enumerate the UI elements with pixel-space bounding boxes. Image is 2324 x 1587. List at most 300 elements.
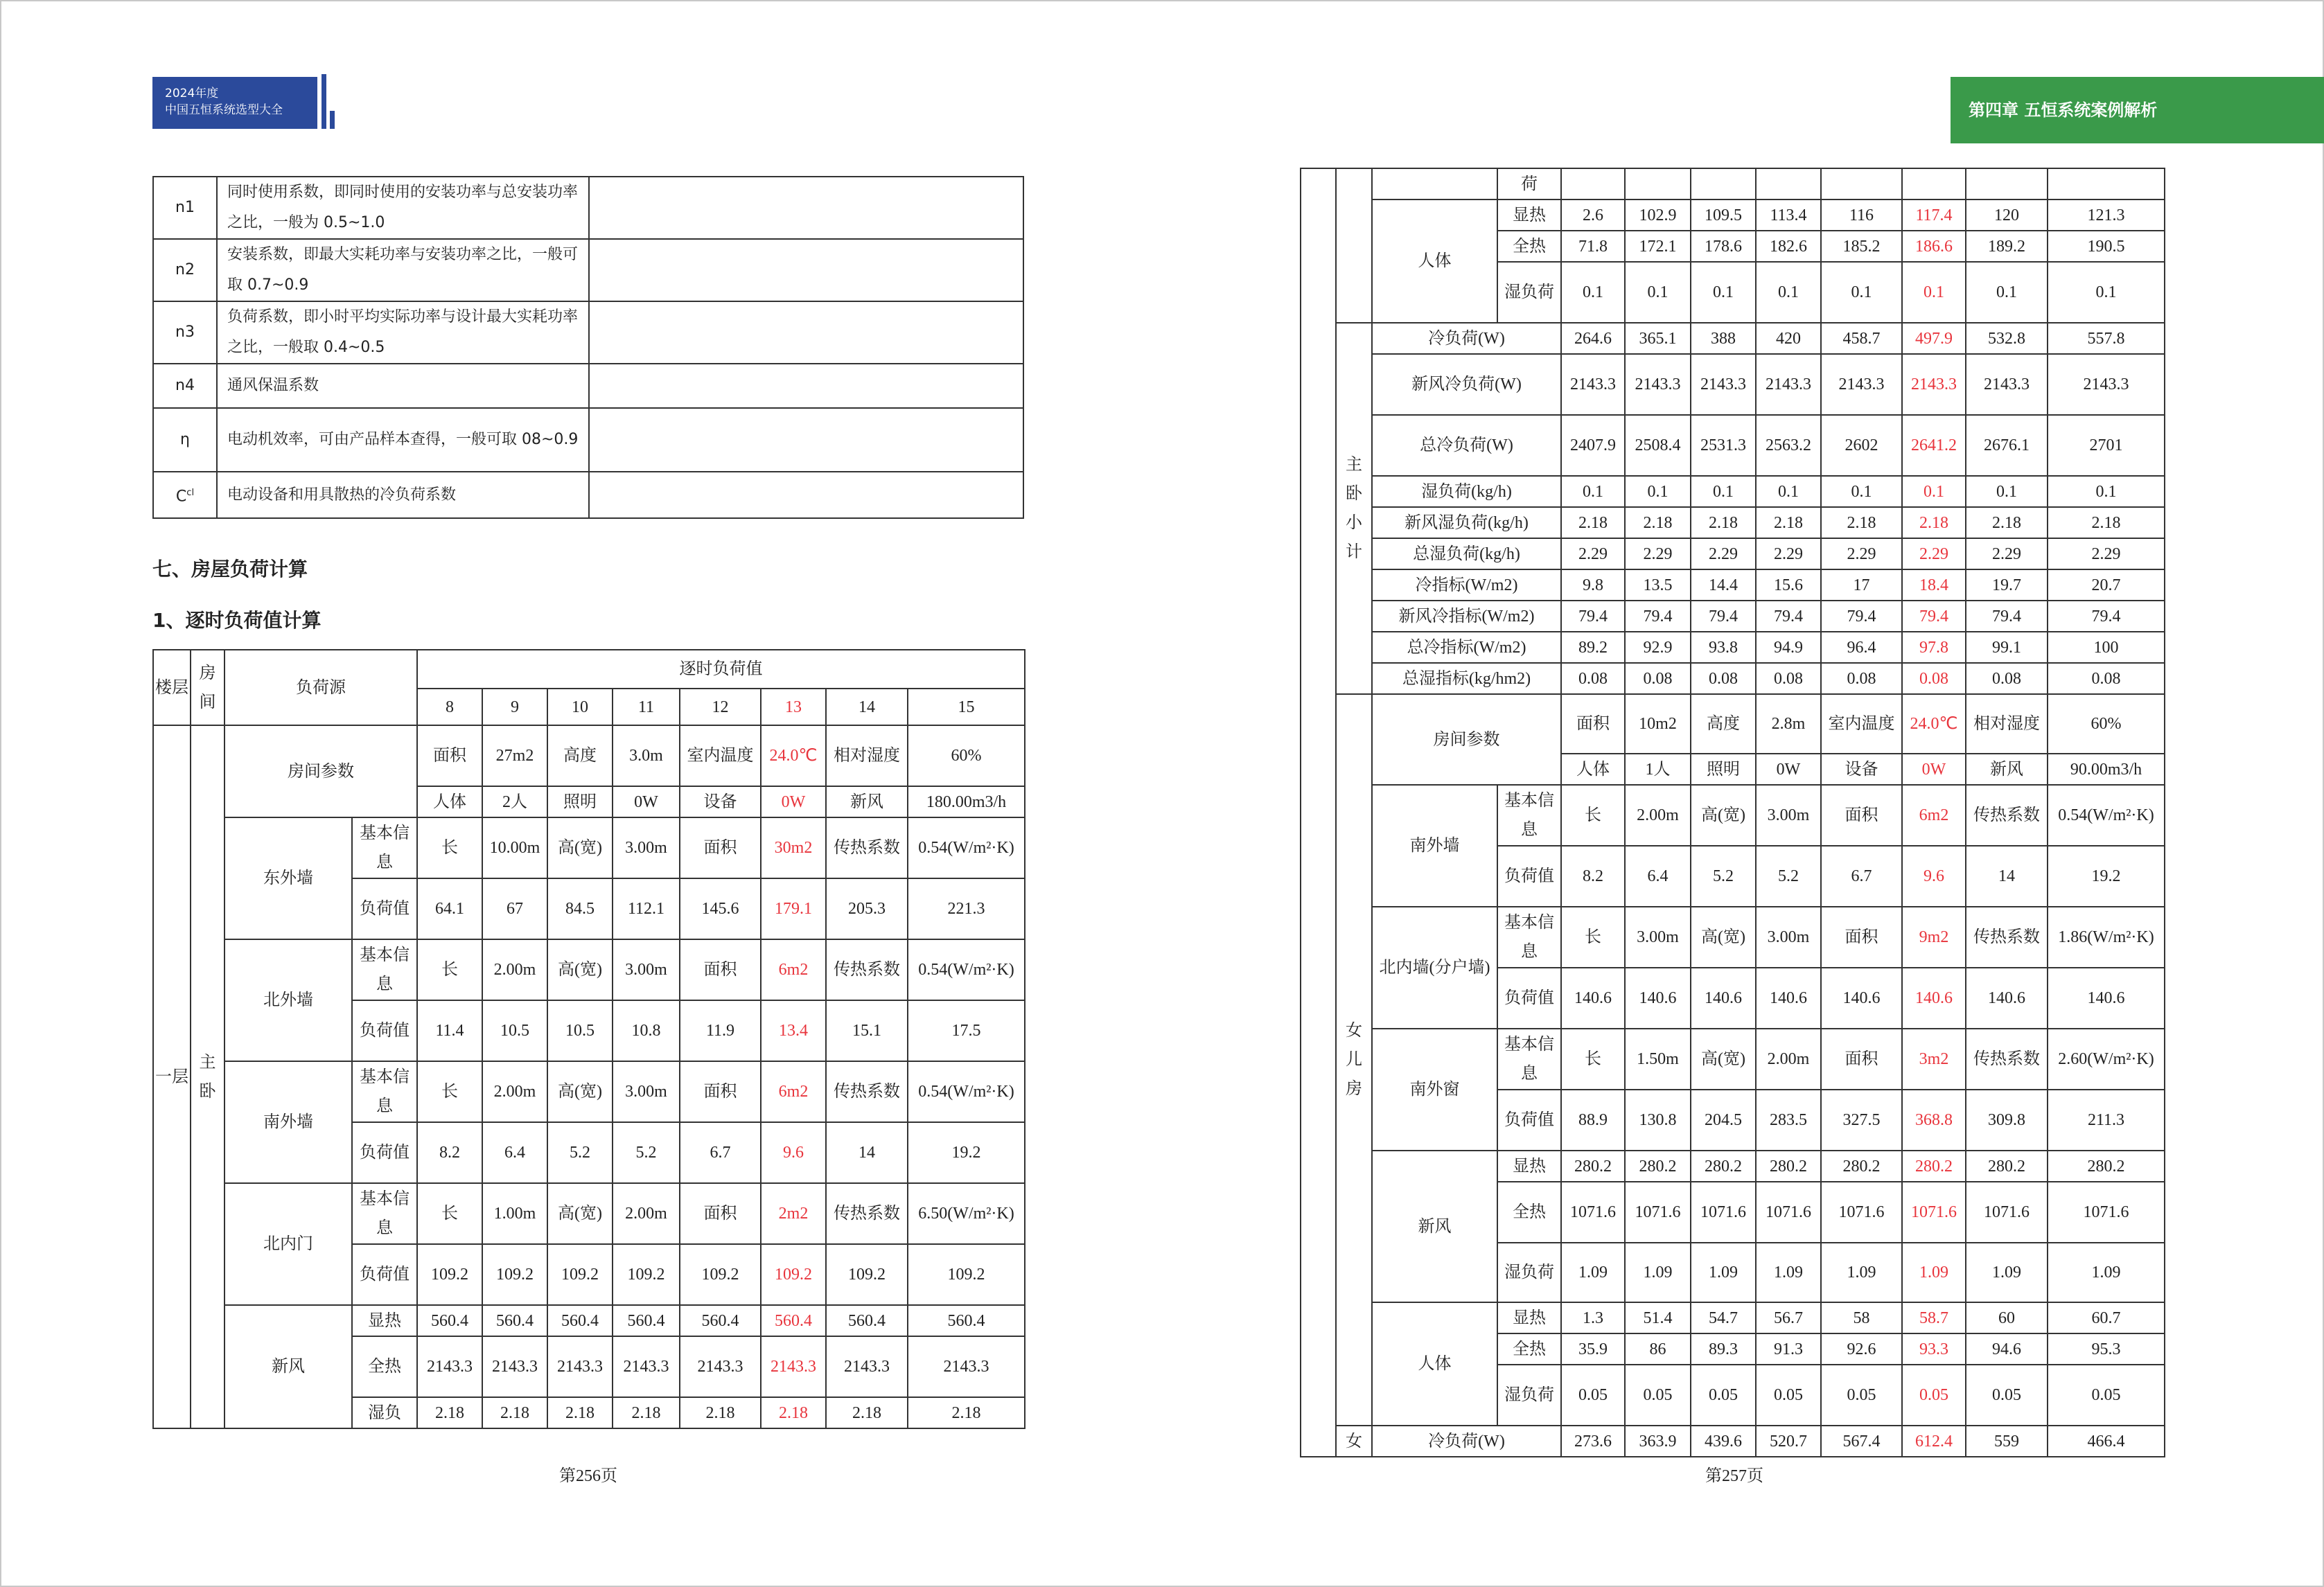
value-cell: 0.1	[1756, 262, 1821, 323]
value-cell: 0.54(W/m²·K)	[2048, 785, 2165, 846]
summary-label: 总湿指标(kg/hm2)	[1372, 663, 1561, 694]
value-cell: 0.54(W/m²·K)	[908, 1061, 1025, 1122]
value-cell: 9m2	[1902, 907, 1966, 968]
value-cell: 2143.3	[1902, 354, 1966, 415]
value-cell: 设备	[680, 786, 761, 817]
value-cell: 109.2	[547, 1244, 613, 1305]
coef-description: 电动设备和用具散热的冷负荷系数	[217, 472, 589, 518]
value-cell: 1.09	[1966, 1243, 2048, 1302]
component-name: 北内门	[225, 1183, 352, 1305]
row-label: 湿负荷	[1497, 262, 1561, 323]
value-cell: 3.00m	[613, 1061, 680, 1122]
value-cell: 280.2	[1821, 1151, 1902, 1182]
component-name: 北外墙	[225, 939, 352, 1061]
coef-symbol: n1	[153, 177, 217, 239]
value-cell: 93.8	[1691, 632, 1756, 663]
value-cell: 面积	[680, 1183, 761, 1244]
row-label: 显热	[352, 1305, 417, 1336]
value-cell: 0.05	[1561, 1365, 1625, 1426]
value-cell: 95.3	[2048, 1333, 2165, 1365]
coef-description: 电动机效率，可由产品样本查得，一般可取 08~0.9	[217, 408, 589, 472]
table-row	[153, 939, 1025, 1000]
value-cell: 280.2	[2048, 1151, 2165, 1182]
coef-symbol	[153, 472, 217, 518]
value-cell: 0.08	[1756, 663, 1821, 694]
value-cell: 1071.6	[1966, 1182, 2048, 1243]
value-cell: 1人	[1625, 754, 1691, 785]
row-label: 基本信息	[1497, 785, 1561, 846]
table-row	[1301, 907, 2165, 968]
value-cell: 0.1	[1821, 262, 1902, 323]
value-cell: 182.6	[1756, 231, 1821, 262]
value-cell: 2143.3	[547, 1336, 613, 1397]
row-label: 基本信息	[352, 1061, 417, 1122]
value-cell: 19.2	[2048, 846, 2165, 907]
book-brand-block	[152, 77, 317, 129]
value-cell: 1.09	[1821, 1243, 1902, 1302]
value-cell: 0.08	[1625, 663, 1691, 694]
value-cell: 24.0℃	[1902, 694, 1966, 754]
value-cell: 0.1	[1756, 476, 1821, 507]
value-cell: 11.4	[417, 1000, 482, 1061]
row-label: 基本信息	[352, 817, 417, 878]
value-cell: 64.1	[417, 878, 482, 939]
value-cell: 6m2	[761, 1061, 826, 1122]
coef-description: 负荷系数，即小时平均实际功率与设计最大实耗功率之比，一般取 0.4~0.5	[217, 301, 589, 364]
value-cell: 19.2	[908, 1122, 1025, 1183]
row-label: 显热	[1497, 1151, 1561, 1182]
row-label: 基本信息	[352, 1183, 417, 1244]
value-cell: 0.08	[1902, 663, 1966, 694]
value-cell: 2.18	[908, 1397, 1025, 1428]
value-cell: 面积	[1821, 785, 1902, 846]
value-cell: 长	[417, 817, 482, 878]
value-cell: 2143.3	[1966, 354, 2048, 415]
value-cell: 60	[1966, 1302, 2048, 1333]
value-cell: 6.4	[1625, 846, 1691, 907]
value-cell: 172.1	[1625, 231, 1691, 262]
value-cell: 280.2	[1756, 1151, 1821, 1182]
value-cell: 长	[1561, 785, 1625, 846]
value-cell: 传热系数	[826, 939, 908, 1000]
header-hour: 14	[826, 689, 908, 725]
value-cell: 照明	[547, 786, 613, 817]
value-cell: 长	[1561, 907, 1625, 968]
row-label: 湿负荷	[1497, 1243, 1561, 1302]
row-label: 负荷值	[352, 878, 417, 939]
value-cell: 2人	[482, 786, 547, 817]
value-cell: 121.3	[2048, 200, 2165, 231]
row-label: 基本信息	[352, 939, 417, 1000]
value-cell: 140.6	[1821, 968, 1902, 1029]
table-row	[153, 1305, 1025, 1336]
value-cell: 3.00m	[613, 817, 680, 878]
value-cell: 相对湿度	[1966, 694, 2048, 754]
value-cell: 面积	[1561, 694, 1625, 754]
value-cell: 79.4	[1561, 601, 1625, 632]
value-cell: 6.50(W/m²·K)	[908, 1183, 1025, 1244]
value-cell: 0.05	[2048, 1365, 2165, 1426]
value-cell: 面积	[680, 939, 761, 1000]
value-cell: 79.4	[2048, 601, 2165, 632]
value-cell: 102.9	[1625, 200, 1691, 231]
value-cell: 长	[417, 1061, 482, 1122]
value-cell: 2143.3	[1625, 354, 1691, 415]
value-cell: 20.7	[2048, 569, 2165, 601]
value-cell: 室内温度	[1821, 694, 1902, 754]
value-cell: 186.6	[1902, 231, 1966, 262]
value-cell: 1071.6	[1902, 1182, 1966, 1243]
value-cell: 高(宽)	[1691, 1029, 1756, 1090]
component-name: 东外墙	[225, 817, 352, 939]
table-row	[1301, 415, 2165, 476]
coef-description: 同时使用系数，即同时使用的安装功率与总安装功率之比，一般为 0.5~1.0	[217, 177, 589, 239]
floor-cell: 一层	[153, 725, 191, 1428]
coefficient-table	[152, 176, 1024, 519]
value-cell: 79.4	[1966, 601, 2048, 632]
value-cell: 2143.3	[680, 1336, 761, 1397]
value-cell: 6.7	[1821, 846, 1902, 907]
value-cell: 99.1	[1966, 632, 2048, 663]
value-cell: 92.9	[1625, 632, 1691, 663]
value-cell: 传热系数	[1966, 1029, 2048, 1090]
value-cell: 60%	[908, 725, 1025, 786]
value-cell: 100	[2048, 632, 2165, 663]
value-cell: 560.4	[482, 1305, 547, 1336]
value-cell: 0.05	[1902, 1365, 1966, 1426]
value-cell: 92.6	[1821, 1333, 1902, 1365]
value-cell: 2.18	[547, 1397, 613, 1428]
header-hour: 12	[680, 689, 761, 725]
value-cell: 10m2	[1625, 694, 1691, 754]
row-label: 负荷值	[1497, 968, 1561, 1029]
value-cell: 0.1	[1561, 476, 1625, 507]
value-cell: 1.09	[1561, 1243, 1625, 1302]
value-cell: 91.3	[1756, 1333, 1821, 1365]
value-cell: 0.08	[1966, 663, 2048, 694]
value-cell: 人体	[417, 786, 482, 817]
value-cell: 567.4	[1821, 1426, 1902, 1457]
value-cell: 109.2	[680, 1244, 761, 1305]
table-row	[1301, 538, 2165, 569]
value-cell: 204.5	[1691, 1090, 1756, 1151]
value-cell: 8.2	[417, 1122, 482, 1183]
header-floor: 楼层	[153, 650, 191, 725]
value-cell: 5.2	[547, 1122, 613, 1183]
value-cell: 54.7	[1691, 1302, 1756, 1333]
value-cell: 2.29	[1821, 538, 1902, 569]
coef-symbol: n3	[153, 301, 217, 364]
room-params-label: 房间参数	[1372, 694, 1561, 785]
value-cell: 560.4	[680, 1305, 761, 1336]
coef-row	[153, 408, 1023, 472]
value-cell	[1966, 168, 2048, 200]
value-cell: 2.60(W/m²·K)	[2048, 1029, 2165, 1090]
value-cell: 长	[417, 939, 482, 1000]
value-cell: 560.4	[826, 1305, 908, 1336]
value-cell: 2676.1	[1966, 415, 2048, 476]
value-cell: 1.09	[2048, 1243, 2165, 1302]
table-row	[1301, 1302, 2165, 1333]
value-cell: 439.6	[1691, 1426, 1756, 1457]
value-cell: 2.18	[1625, 507, 1691, 538]
value-cell: 0.08	[1561, 663, 1625, 694]
value-cell: 67	[482, 878, 547, 939]
table-row	[1301, 1426, 2165, 1457]
value-cell: 新风	[826, 786, 908, 817]
value-cell: 11.9	[680, 1000, 761, 1061]
hourly-load-table-right	[1300, 168, 2165, 1457]
value-cell: 0.05	[1966, 1365, 2048, 1426]
value-cell: 2143.3	[1691, 354, 1756, 415]
value-cell: 9.6	[1902, 846, 1966, 907]
value-cell: 3.0m	[613, 725, 680, 786]
value-cell: 设备	[1821, 754, 1902, 785]
row-label: 全热	[1497, 231, 1561, 262]
value-cell: 221.3	[908, 878, 1025, 939]
summary-label: 冷指标(W/m2)	[1372, 569, 1561, 601]
value-cell: 高(宽)	[547, 939, 613, 1000]
value-cell: 79.4	[1625, 601, 1691, 632]
value-cell: 2.18	[761, 1397, 826, 1428]
value-cell: 面积	[680, 1061, 761, 1122]
value-cell: 189.2	[1966, 231, 2048, 262]
value-cell: 6.4	[482, 1122, 547, 1183]
table-row	[1301, 785, 2165, 846]
value-cell: 面积	[1821, 907, 1902, 968]
section-heading: 七、房屋负荷计算	[152, 558, 308, 580]
value-cell: 117.4	[1902, 200, 1966, 231]
value-cell: 3m2	[1902, 1029, 1966, 1090]
page-number-right: 第257页	[1705, 1467, 1763, 1485]
coef-blank-cell	[589, 472, 1023, 518]
value-cell: 2.18	[1902, 507, 1966, 538]
summary-label: 冷负荷(W)	[1372, 323, 1561, 354]
value-cell: 2.18	[2048, 507, 2165, 538]
value-cell: 2.00m	[1756, 1029, 1821, 1090]
value-cell: 2.00m	[482, 1061, 547, 1122]
value-cell: 0.54(W/m²·K)	[908, 817, 1025, 878]
table-row	[1301, 507, 2165, 538]
value-cell: 2.00m	[1625, 785, 1691, 846]
value-cell: 0W	[613, 786, 680, 817]
value-cell: 2.29	[1691, 538, 1756, 569]
value-cell: 363.9	[1625, 1426, 1691, 1457]
brand-title: 中国五恒系统选型大全	[165, 103, 283, 117]
value-cell: 1.09	[1625, 1243, 1691, 1302]
table-row	[1301, 1029, 2165, 1090]
header-hour: 15	[908, 689, 1025, 725]
row-label: 显热	[1497, 200, 1561, 231]
header-hourly: 逐时负荷值	[417, 650, 1025, 689]
value-cell: 15.6	[1756, 569, 1821, 601]
room-cell: 主卧小计	[1336, 323, 1372, 694]
coef-blank-cell	[589, 239, 1023, 301]
value-cell: 280.2	[1691, 1151, 1756, 1182]
coef-blank-cell	[589, 177, 1023, 239]
row-label: 全热	[352, 1336, 417, 1397]
value-cell: 130.8	[1625, 1090, 1691, 1151]
value-cell: 高(宽)	[547, 1183, 613, 1244]
row-label: 负荷值	[352, 1244, 417, 1305]
value-cell: 211.3	[2048, 1090, 2165, 1151]
value-cell: 1.3	[1561, 1302, 1625, 1333]
value-cell: 560.4	[761, 1305, 826, 1336]
value-cell: 365.1	[1625, 323, 1691, 354]
table-row	[1301, 168, 2165, 200]
value-cell: 112.1	[613, 878, 680, 939]
room-cell	[1336, 168, 1372, 323]
value-cell	[1756, 168, 1821, 200]
component-name: 南外窗	[1372, 1029, 1497, 1151]
value-cell: 传热系数	[1966, 907, 2048, 968]
value-cell: 高(宽)	[547, 817, 613, 878]
value-cell: 520.7	[1756, 1426, 1821, 1457]
value-cell: 1071.6	[1756, 1182, 1821, 1243]
value-cell: 0.1	[1966, 262, 2048, 323]
value-cell: 58	[1821, 1302, 1902, 1333]
value-cell: 2.18	[1756, 507, 1821, 538]
value-cell: 2.18	[417, 1397, 482, 1428]
value-cell: 2.18	[680, 1397, 761, 1428]
value-cell: 89.2	[1561, 632, 1625, 663]
summary-label: 新风冷负荷(W)	[1372, 354, 1561, 415]
value-cell: 2.29	[1561, 538, 1625, 569]
component-name: 新风	[225, 1305, 352, 1428]
row-label: 基本信息	[1497, 907, 1561, 968]
value-cell: 高(宽)	[1691, 907, 1756, 968]
value-cell: 2.18	[482, 1397, 547, 1428]
table-row	[1301, 601, 2165, 632]
value-cell: 0.1	[1691, 476, 1756, 507]
value-cell: 140.6	[1691, 968, 1756, 1029]
value-cell: 2m2	[761, 1183, 826, 1244]
row-label: 全热	[1497, 1182, 1561, 1243]
value-cell: 2.00m	[613, 1183, 680, 1244]
value-cell: 5.2	[613, 1122, 680, 1183]
value-cell: 人体	[1561, 754, 1625, 785]
value-cell: 109.2	[613, 1244, 680, 1305]
value-cell: 0.1	[1561, 262, 1625, 323]
component-name: 新风	[1372, 1151, 1497, 1302]
value-cell: 5.2	[1756, 846, 1821, 907]
value-cell: 2143.3	[1756, 354, 1821, 415]
header-hour: 10	[547, 689, 613, 725]
component-name: 南外墙	[1372, 785, 1497, 907]
value-cell: 88.9	[1561, 1090, 1625, 1151]
chapter-banner: 第四章 五恒系统案例解析	[1951, 77, 2324, 143]
value-cell: 109.2	[761, 1244, 826, 1305]
value-cell: 58.7	[1902, 1302, 1966, 1333]
value-cell: 0.1	[1902, 476, 1966, 507]
table-row	[1301, 200, 2165, 231]
value-cell: 327.5	[1821, 1090, 1902, 1151]
summary-label: 新风湿负荷(kg/h)	[1372, 507, 1561, 538]
value-cell: 6m2	[761, 939, 826, 1000]
value-cell: 94.9	[1756, 632, 1821, 663]
value-cell: 140.6	[1561, 968, 1625, 1029]
value-cell: 89.3	[1691, 1333, 1756, 1365]
value-cell: 9.8	[1561, 569, 1625, 601]
value-cell: 0.05	[1691, 1365, 1756, 1426]
table-row	[1301, 354, 2165, 415]
value-cell: 86	[1625, 1333, 1691, 1365]
value-cell: 205.3	[826, 878, 908, 939]
room-cell: 女	[1336, 1426, 1372, 1457]
room-cell: 主卧	[191, 725, 225, 1428]
summary-label: 冷负荷(W)	[1372, 1426, 1561, 1457]
value-cell: 1071.6	[1561, 1182, 1625, 1243]
value-cell: 8.2	[1561, 846, 1625, 907]
component-name: 南外墙	[225, 1061, 352, 1183]
row-label: 显热	[1497, 1302, 1561, 1333]
value-cell: 0.1	[1691, 262, 1756, 323]
value-cell: 1.86(W/m²·K)	[2048, 907, 2165, 968]
value-cell: 0.1	[2048, 262, 2165, 323]
coef-row	[153, 364, 1023, 408]
value-cell: 14	[1966, 846, 2048, 907]
value-cell: 2.6	[1561, 200, 1625, 231]
value-cell: 3.00m	[1756, 785, 1821, 846]
value-cell: 2143.3	[482, 1336, 547, 1397]
value-cell: 560.4	[547, 1305, 613, 1336]
value-cell: 2143.3	[1561, 354, 1625, 415]
coef-row	[153, 239, 1023, 301]
value-cell: 长	[417, 1183, 482, 1244]
value-cell: 264.6	[1561, 323, 1625, 354]
value-cell: 室内温度	[680, 725, 761, 786]
value-cell: 0.1	[1902, 262, 1966, 323]
value-cell: 面积	[1821, 1029, 1902, 1090]
value-cell: 10.5	[482, 1000, 547, 1061]
table-row	[153, 1183, 1025, 1244]
value-cell: 109.2	[908, 1244, 1025, 1305]
value-cell: 传热系数	[1966, 785, 2048, 846]
value-cell: 71.8	[1561, 231, 1625, 262]
header-source: 负荷源	[225, 650, 417, 725]
brand-year: 2024年度	[165, 87, 219, 100]
value-cell: 1071.6	[1625, 1182, 1691, 1243]
coef-symbol: n4	[153, 364, 217, 408]
table-row	[1301, 476, 2165, 507]
coef-symbol-sup: cl	[186, 487, 195, 498]
value-cell: 0.08	[1691, 663, 1756, 694]
value-cell: 2143.3	[2048, 354, 2165, 415]
row-label: 负荷值	[352, 1122, 417, 1183]
header-row	[153, 650, 1025, 689]
value-cell: 79.4	[1756, 601, 1821, 632]
value-cell: 1.09	[1756, 1243, 1821, 1302]
value-cell: 高(宽)	[1691, 785, 1756, 846]
header-hour: 11	[613, 689, 680, 725]
row-label: 基本信息	[1497, 1029, 1561, 1090]
summary-label: 新风冷指标(W/m2)	[1372, 601, 1561, 632]
value-cell: 93.3	[1902, 1333, 1966, 1365]
header-room: 房间	[191, 650, 225, 725]
value-cell: 56.7	[1756, 1302, 1821, 1333]
row-label: 负荷值	[1497, 846, 1561, 907]
hourly-load-table-left	[152, 649, 1025, 1429]
value-cell: 532.8	[1966, 323, 2048, 354]
value-cell: 458.7	[1821, 323, 1902, 354]
value-cell: 0.08	[2048, 663, 2165, 694]
value-cell: 面积	[417, 725, 482, 786]
value-cell: 190.5	[2048, 231, 2165, 262]
value-cell: 420	[1756, 323, 1821, 354]
row-label: 全热	[1497, 1333, 1561, 1365]
summary-label: 总冷负荷(W)	[1372, 415, 1561, 476]
value-cell: 2701	[2048, 415, 2165, 476]
